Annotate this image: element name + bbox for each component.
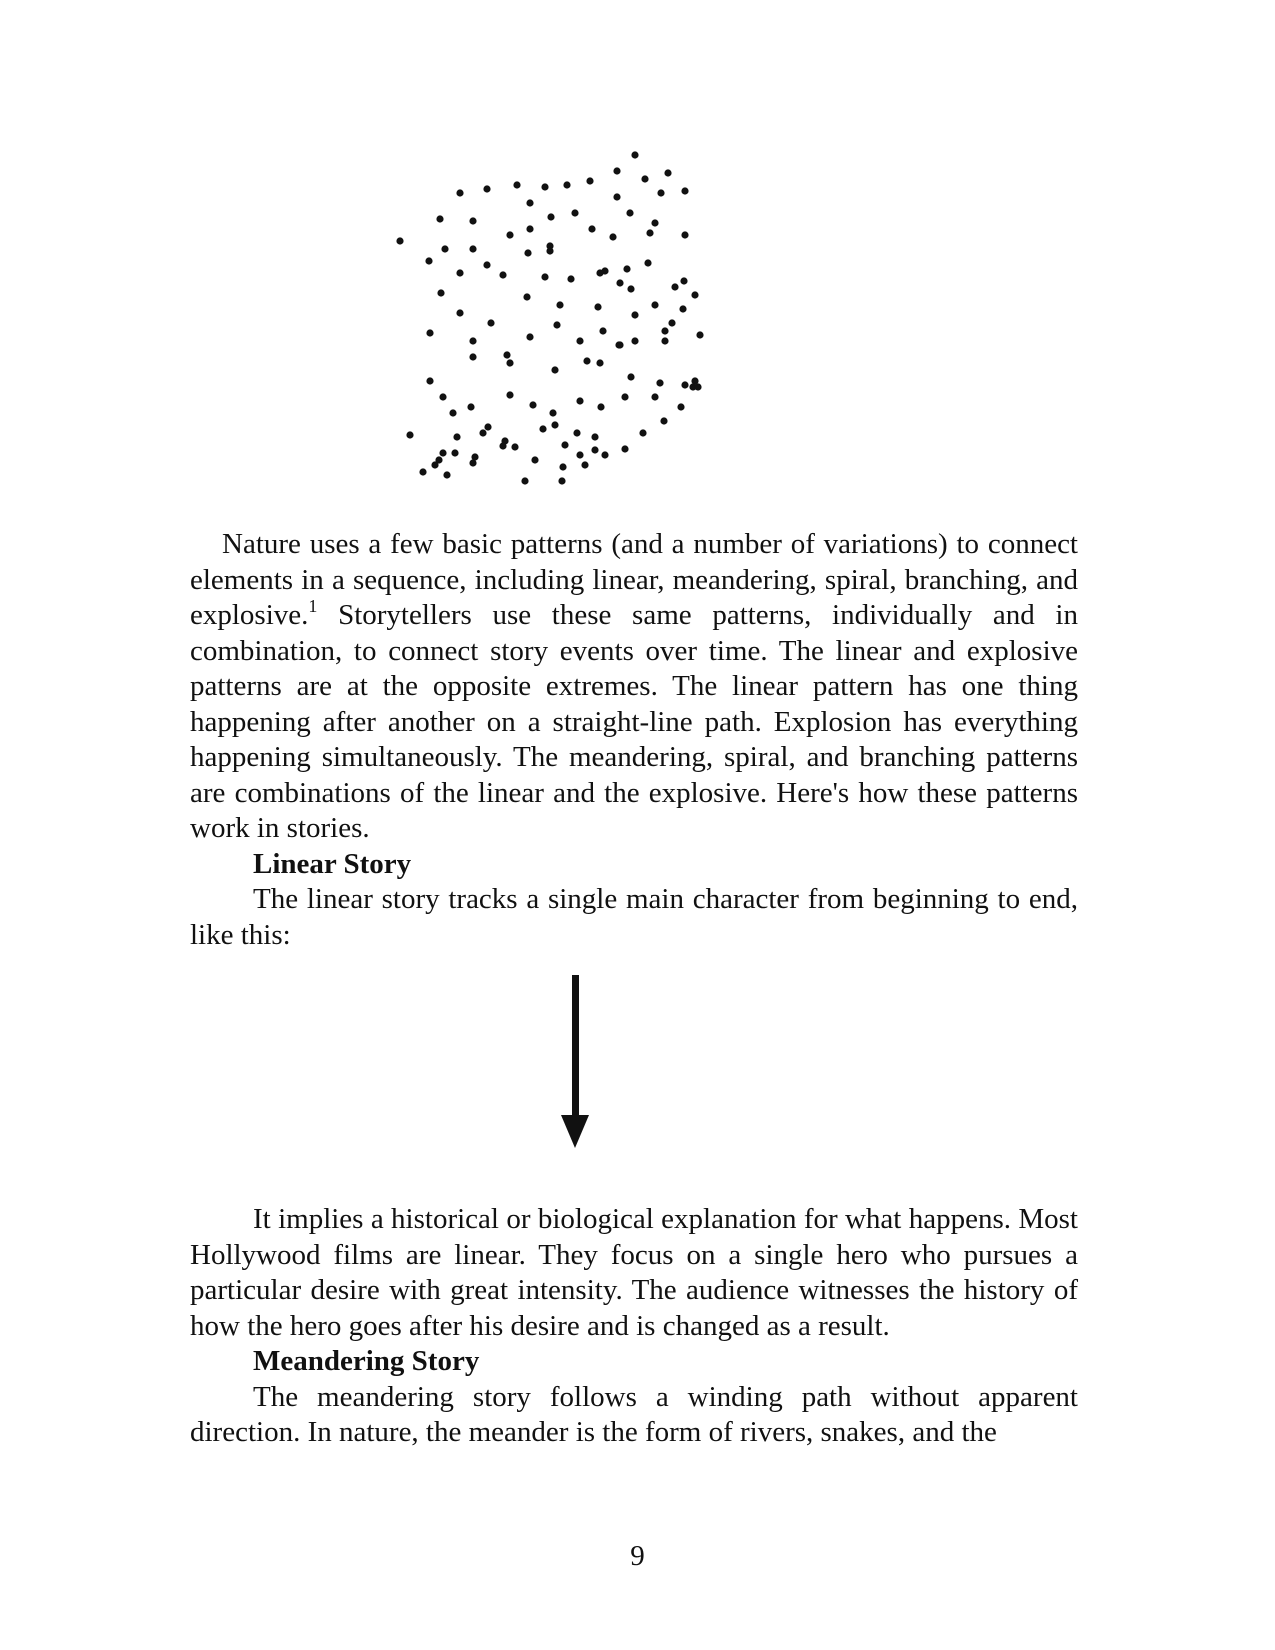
scatter-dot [664, 169, 671, 176]
scatter-dot [581, 461, 588, 468]
scatter-dot [479, 429, 486, 436]
scatter-dot [567, 275, 574, 282]
scatter-dot [437, 289, 444, 296]
scatter-dot [627, 373, 634, 380]
linear-explanation-paragraph: It implies a historical or biological explanation for what happens. Most Hollywood films are linear. They focus on a single hero who pursues a particular desire with great intensity. The audience witnesses the history of how the hero goes after his desire and is changed as a result. [190, 1203, 1078, 1342]
scatter-dot [576, 397, 583, 404]
scatter-dot [406, 431, 413, 438]
scatter-dot [571, 209, 578, 216]
page-number: 9 [630, 1540, 645, 1572]
scatter-dot [456, 269, 463, 276]
scatter-dot [588, 225, 595, 232]
scatter-dot [677, 403, 684, 410]
scatter-dot [453, 433, 460, 440]
scatter-dot [583, 357, 590, 364]
scatter-dot [694, 383, 701, 390]
scatter-dot [681, 231, 688, 238]
scatter-dot [621, 393, 628, 400]
scatter-dot [623, 265, 630, 272]
scatter-dot [556, 301, 563, 308]
scatter-dot [696, 331, 703, 338]
scatter-dot [419, 468, 426, 475]
scatter-dot [547, 213, 554, 220]
scatter-dot [599, 327, 606, 334]
meandering-story-heading: Meandering Story [253, 1345, 480, 1377]
scatter-dot [546, 247, 553, 254]
scatter-dot [499, 271, 506, 278]
scatter-dot [616, 279, 623, 286]
scatter-dot [594, 303, 601, 310]
scatter-dot [443, 471, 450, 478]
intro-text-part-2: Storytellers use these same patterns, individually and in combination, to connect story events over time. The linear and explosive patterns are at the opposite extremes. The linear pattern has one thing happening after another on a straight-line path. Explosion has everything happening simultaneously. The meandering, spiral, and branching patterns are combinations of the linear and the explosive. Here's how these patterns work in stories. [190, 599, 1078, 844]
scatter-dot [503, 351, 510, 358]
scatter-dot [646, 229, 653, 236]
scatter-dot [561, 441, 568, 448]
scatter-dot [644, 259, 651, 266]
scatter-dot [680, 277, 687, 284]
scatter-dot [431, 461, 438, 468]
scatter-dot [449, 409, 456, 416]
scatter-dot [469, 353, 476, 360]
scatter-dot [483, 261, 490, 268]
scatter-dot [469, 245, 476, 252]
text-block-lower [190, 1202, 1078, 1451]
scatter-dot [596, 359, 603, 366]
scatter-dot [521, 477, 528, 484]
intro-paragraph [190, 527, 1078, 847]
scatter-dot [523, 293, 530, 300]
arrow-head [561, 1115, 589, 1148]
scatter-dot [576, 451, 583, 458]
scatter-dot [601, 451, 608, 458]
scatter-dot [439, 449, 446, 456]
scatter-dot [425, 257, 432, 264]
scatter-dot [671, 283, 678, 290]
scatter-dot [573, 429, 580, 436]
scatter-dot [591, 446, 598, 453]
scatter-dot [487, 319, 494, 326]
scatter-dot [586, 177, 593, 184]
scatter-dot [506, 359, 513, 366]
scatter-dot [506, 231, 513, 238]
scatter-dot [484, 423, 491, 430]
scatter-dot [559, 463, 566, 470]
scatter-dot [541, 273, 548, 280]
scatter-dot [499, 442, 506, 449]
scatter-dot [526, 333, 533, 340]
scatter-dot [549, 409, 556, 416]
scatter-dot [661, 327, 668, 334]
scatter-dot [660, 417, 667, 424]
scatter-dot [426, 329, 433, 336]
scatter-dot [436, 215, 443, 222]
scatter-dot [657, 189, 664, 196]
text-block-upper [190, 527, 1078, 953]
scatter-dot [426, 377, 433, 384]
scatter-dot [539, 425, 546, 432]
scatter-dot [661, 337, 668, 344]
meandering-story-paragraph: The meandering story follows a winding path without apparent direction. In nature, the meander is the form of rivers, snakes, and the [190, 1380, 1078, 1448]
scatter-dot [553, 321, 560, 328]
scatter-dot [681, 381, 688, 388]
scatter-dot [467, 403, 474, 410]
scatter-dot [563, 181, 570, 188]
scatter-dot [651, 301, 658, 308]
scatter-dot [531, 456, 538, 463]
scatter-dot [456, 309, 463, 316]
scatter-dot [639, 429, 646, 436]
scatter-dot [591, 433, 598, 440]
scatter-dot [469, 217, 476, 224]
scatter-dot [613, 193, 620, 200]
scatter-dot [529, 401, 536, 408]
scatter-dot [597, 403, 604, 410]
scatter-dot [691, 291, 698, 298]
scatter-dot [483, 185, 490, 192]
scatter-dot [613, 167, 620, 174]
scatter-dot [541, 183, 548, 190]
explosive-pattern-dots-figure [395, 145, 715, 485]
scatter-dot [631, 337, 638, 344]
scatter-dot [551, 421, 558, 428]
scatter-dot [631, 311, 638, 318]
scatter-dot [576, 337, 583, 344]
scatter-dot [681, 187, 688, 194]
scatter-dot [511, 443, 518, 450]
scatter-dot [609, 233, 616, 240]
scatter-dot [513, 181, 520, 188]
scatter-dot [641, 175, 648, 182]
scatter-dot [469, 459, 476, 466]
scatter-dot [506, 391, 513, 398]
scatter-dot [524, 249, 531, 256]
scatter-dot [526, 199, 533, 206]
scatter-dot [668, 319, 675, 326]
intro-text-part-1: Nature uses a few basic patterns (and a number of variations) to connect elements in a sequence, including linear, meandering, spiral, branching, and explosive. [190, 528, 1078, 631]
scatter-dot [679, 305, 686, 312]
scatter-dot [596, 269, 603, 276]
scatter-dot [651, 393, 658, 400]
scatter-dot [551, 366, 558, 373]
scatter-dot [627, 285, 634, 292]
linear-story-paragraph: The linear story tracks a single main character from beginning to end, like this: [190, 883, 1078, 951]
scatter-dot [451, 449, 458, 456]
linear-story-heading: Linear Story [253, 847, 412, 880]
scatter-dot [439, 393, 446, 400]
linear-pattern-arrow-figure [555, 975, 595, 1155]
scatter-dot [651, 219, 658, 226]
scatter-dot [621, 445, 628, 452]
scatter-dot [526, 225, 533, 232]
scatter-dot [626, 209, 633, 216]
scatter-dot [558, 477, 565, 484]
scatter-dot [441, 245, 448, 252]
arrow-shaft [572, 975, 579, 1125]
scatter-dot [396, 237, 403, 244]
scatter-dot [456, 189, 463, 196]
scatter-dot [469, 337, 476, 344]
scatter-dot [615, 341, 622, 348]
scatter-dot [631, 151, 638, 158]
footnote-marker: 1 [308, 596, 318, 616]
scatter-dot [656, 379, 663, 386]
